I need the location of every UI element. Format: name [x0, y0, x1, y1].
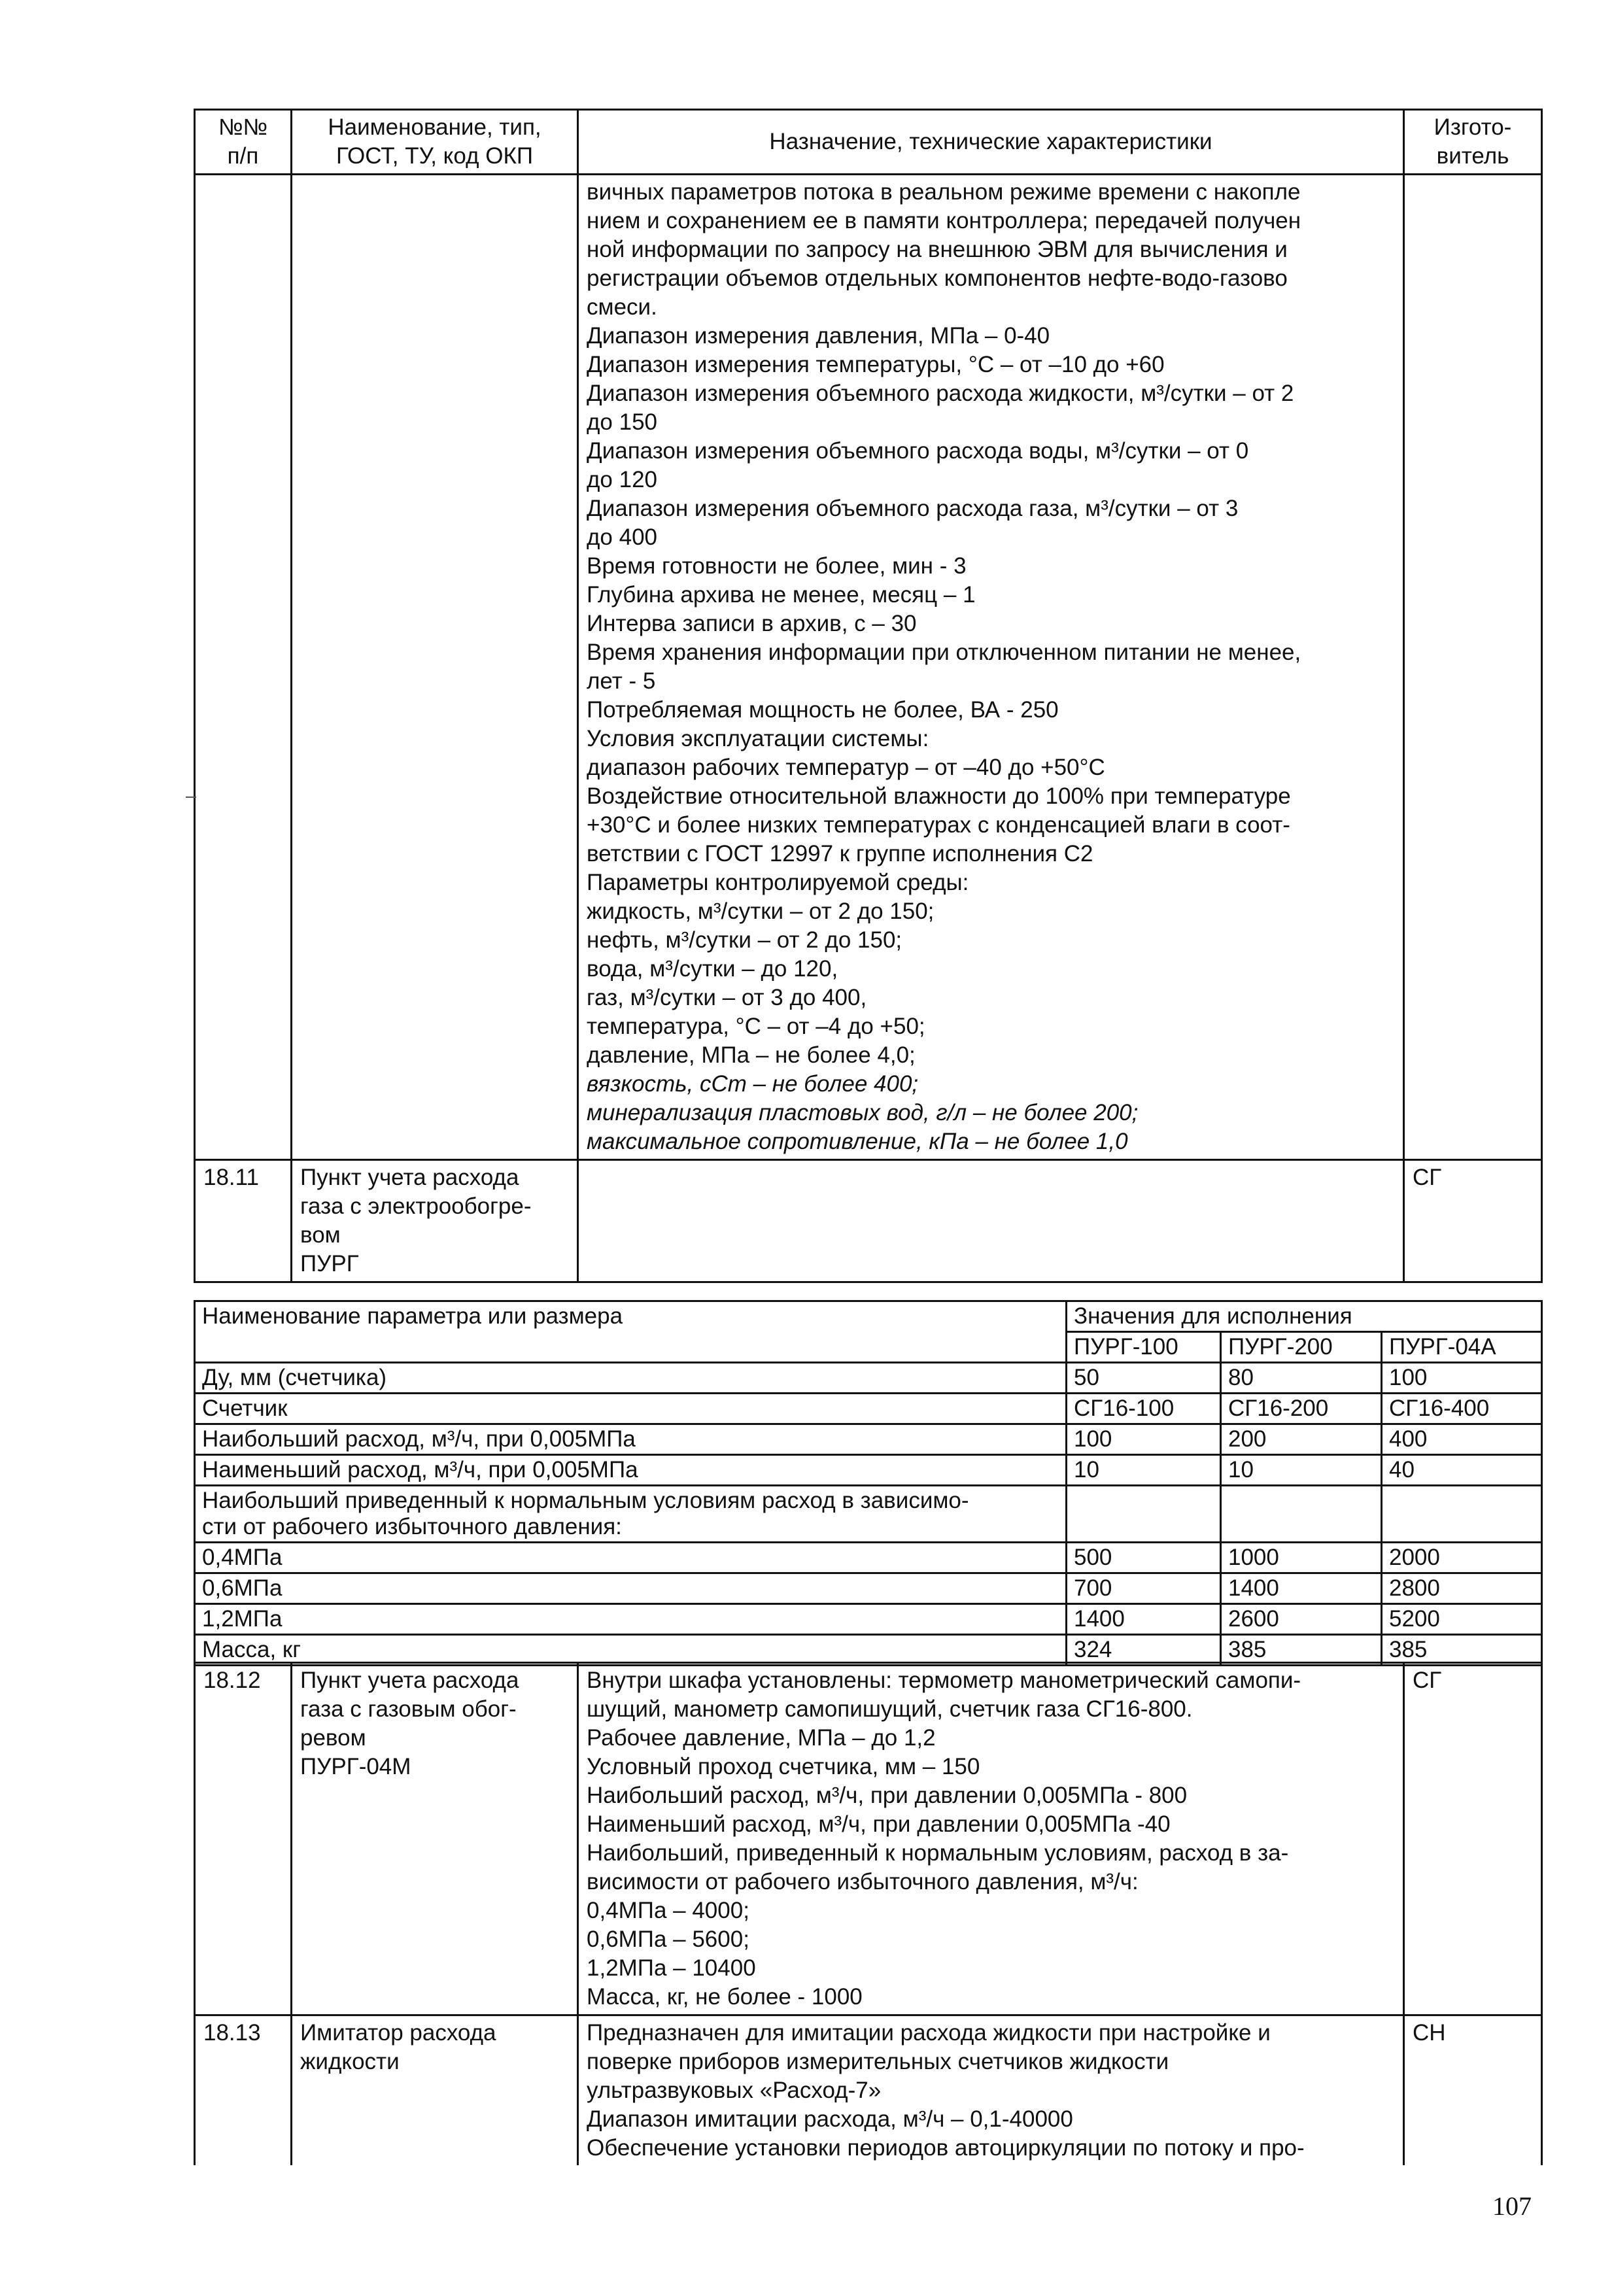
- continuation-maker-cell: [1404, 175, 1542, 1160]
- description-line: Условный проход счетчика, мм – 150: [587, 1754, 980, 1779]
- row-18-12: [195, 1663, 1542, 2015]
- spec-value: 80: [1221, 1363, 1382, 1394]
- continuation-row: [195, 175, 1542, 1160]
- description-line: Наибольший, приведенный к нормальным условиям, расход в за-: [587, 1840, 1289, 1866]
- description-line: газ, м³/сутки – от 3 до 400,: [587, 985, 867, 1010]
- spec-label: Наименьший расход, м³/ч, при 0,005МПа: [195, 1455, 1067, 1486]
- spec-value: 10: [1067, 1455, 1221, 1486]
- spec-header-row: [195, 1301, 1542, 1332]
- spec-row: [195, 1635, 1542, 1666]
- description-line: давление, МПа – не более 4,0;: [587, 1042, 916, 1068]
- spec-label: 0,6МПа: [195, 1573, 1067, 1604]
- description-line: 0,6МПа – 5600;: [587, 1927, 749, 1952]
- variant-header: ПУРГ-100: [1067, 1332, 1221, 1363]
- description-line: Время готовности не более, мин - 3: [587, 553, 967, 579]
- spec-value: 5200: [1382, 1604, 1542, 1635]
- description-line: лет - 5: [587, 668, 656, 694]
- continuation-name-cell: [292, 175, 578, 1160]
- description-line: ной информации по запросу на внешнюю ЭВМ для вычисления и: [587, 237, 1288, 262]
- description-line: вичных параметров потока в реальном режиме времени с накопле: [587, 179, 1301, 205]
- description-line: Диапазон измерения давления, МПа – 0-40: [587, 323, 1050, 349]
- description-line: Воздействие относительной влажности до 100% при температуре: [587, 783, 1291, 809]
- header-name: Наименование, тип, ГОСТ, ТУ, код ОКП: [292, 110, 578, 175]
- spec-value: СГ16-100: [1067, 1394, 1221, 1424]
- description-line: температура, °С – от –4 до +50;: [587, 1014, 925, 1039]
- header-num: №№ п/п: [195, 110, 292, 175]
- spec-values-header: Значения для исполнения: [1067, 1301, 1542, 1332]
- description-line: Интерва записи в архив, с – 30: [587, 611, 917, 636]
- header-maker: Изгото- витель: [1404, 110, 1542, 175]
- description-line: Глубина архива не менее, месяц – 1: [587, 582, 976, 608]
- spec-label: 0,4МПа: [195, 1543, 1067, 1573]
- spec-row: [195, 1573, 1542, 1604]
- description-line: минерализация пластовых вод, г/л – не более 200;: [587, 1100, 1139, 1125]
- spec-label: Наибольший расход, м³/ч, при 0,005МПа: [195, 1424, 1067, 1455]
- description-line: ветствии с ГОСТ 12997 к группе исполнения С2: [587, 841, 1093, 866]
- item-maker: СН: [1404, 2015, 1542, 2166]
- description-line: до 400: [587, 524, 658, 550]
- spec-value-empty: [1382, 1486, 1542, 1543]
- spec-row: [195, 1424, 1542, 1455]
- spec-value-empty: [1067, 1486, 1221, 1543]
- spec-value: 10: [1221, 1455, 1382, 1486]
- item-name: Пункт учета расхода газа с газовым обог- ревом ПУРГ-04М: [292, 1663, 578, 2015]
- spec-value: 2600: [1221, 1604, 1382, 1635]
- variant-header: ПУРГ-04А: [1382, 1332, 1542, 1363]
- item-description-empty: [578, 1160, 1404, 1282]
- page-number: 107: [1492, 2191, 1532, 2221]
- description-line: Рабочее давление, МПа – до 1,2: [587, 1725, 936, 1751]
- description-line: Диапазон измерения объемного расхода газа, м³/сутки – от 3: [587, 496, 1239, 521]
- spec-value: 200: [1221, 1424, 1382, 1455]
- description-line: Потребляемая мощность не более, ВА - 250: [587, 697, 1059, 723]
- variant-spec-table: [194, 1300, 1543, 1666]
- description-line: нефть, м³/сутки – от 2 до 150;: [587, 927, 902, 953]
- item-description: [578, 2015, 1404, 2166]
- description-line: +30°С и более низких температурах с конденсацией влаги в соот-: [587, 812, 1290, 838]
- description-line: Диапазон измерения объемного расхода воды, м³/сутки – от 0: [587, 438, 1249, 464]
- description-line: жидкость, м³/сутки – от 2 до 150;: [587, 899, 935, 924]
- spec-param-header: Наименование параметра или размера: [195, 1301, 1067, 1363]
- main-table: [194, 109, 1543, 1283]
- continuation-description: [578, 175, 1404, 1160]
- spec-value: 500: [1067, 1543, 1221, 1573]
- spec-value-empty: [1221, 1486, 1382, 1543]
- item-maker: СГ: [1404, 1663, 1542, 2015]
- row-number: 18.13: [195, 2015, 292, 2166]
- spec-row: [195, 1455, 1542, 1486]
- spec-label: Счетчик: [195, 1394, 1067, 1424]
- description-line: Условия эксплуатации системы:: [587, 726, 929, 751]
- spec-group-label: Наибольший приведенный к нормальным условиям расход в зависимо- сти от рабочего избыточного давления:: [195, 1486, 1067, 1543]
- continuation-num-cell: [195, 175, 292, 1160]
- description-line: Обеспечение установки периодов автоциркуляции по потоку и про-: [587, 2135, 1305, 2161]
- description-line: диапазон рабочих температур – от –40 до +50°С: [587, 755, 1105, 780]
- item-name: Пункт учета расхода газа с электрообогре- вом ПУРГ: [292, 1160, 578, 1282]
- spec-value: 385: [1382, 1635, 1542, 1666]
- description-line: Внутри шкафа установлены: термометр манометрический самопи-: [587, 1668, 1301, 1693]
- spec-value: 100: [1382, 1363, 1542, 1394]
- header-row: [195, 110, 1542, 175]
- description-line: шущий, манометр самопишущий, счетчик газа СГ16-800.: [587, 1696, 1193, 1722]
- description-line: Наименьший расход, м³/ч, при давлении 0,005МПа -40: [587, 1811, 1171, 1837]
- spec-value: 1400: [1221, 1573, 1382, 1604]
- spec-row: [195, 1543, 1542, 1573]
- lower-table: [194, 1662, 1543, 2165]
- description-line: поверке приборов измерительных счетчиков жидкости: [587, 2049, 1169, 2074]
- description-line: ультразвуковых «Расход-7»: [587, 2078, 882, 2103]
- spec-label: 1,2МПа: [195, 1604, 1067, 1635]
- row-18-11: [195, 1160, 1542, 1282]
- description-line: Диапазон измерения температуры, °С – от –10 до +60: [587, 352, 1165, 377]
- spec-label: Ду, мм (счетчика): [195, 1363, 1067, 1394]
- spec-row: [195, 1604, 1542, 1635]
- spec-value: 385: [1221, 1635, 1382, 1666]
- spec-row: [195, 1363, 1542, 1394]
- description-line: Масса, кг, не более - 1000: [587, 1984, 863, 2010]
- spec-label: Масса, кг: [195, 1635, 1067, 1666]
- row-18-13: [195, 2015, 1542, 2166]
- description-line: вязкость, сСт – не более 400;: [587, 1071, 919, 1097]
- description-line: до 120: [587, 467, 658, 492]
- spec-value: 2800: [1382, 1573, 1542, 1604]
- scan-mark: [186, 797, 196, 798]
- description-line: регистрации объемов отдельных компонентов нефте-водо-газово: [587, 266, 1288, 291]
- description-line: до 150: [587, 409, 658, 435]
- description-line: Диапазон имитации расхода, м³/ч – 0,1-40000: [587, 2106, 1073, 2132]
- description-line: нием и сохранением ее в памяти контроллера; передачей получен: [587, 208, 1301, 233]
- description-line: Параметры контролируемой среды:: [587, 870, 969, 895]
- spec-value: СГ16-200: [1221, 1394, 1382, 1424]
- spec-value: 2000: [1382, 1543, 1542, 1573]
- spec-value: 50: [1067, 1363, 1221, 1394]
- spec-value: 1400: [1067, 1604, 1221, 1635]
- row-number: 18.11: [195, 1160, 292, 1282]
- description-line: висимости от рабочего избыточного давления, м³/ч:: [587, 1869, 1139, 1894]
- spec-value: 1000: [1221, 1543, 1382, 1573]
- description-line: Наибольший расход, м³/ч, при давлении 0,005МПа - 800: [587, 1783, 1188, 1808]
- spec-value: 100: [1067, 1424, 1221, 1455]
- description-line: смеси.: [587, 294, 657, 320]
- spec-value: 700: [1067, 1573, 1221, 1604]
- spec-value: 324: [1067, 1635, 1221, 1666]
- variant-header: ПУРГ-200: [1221, 1332, 1382, 1363]
- description-line: Предназначен для имитации расхода жидкости при настройке и: [587, 2020, 1271, 2046]
- item-maker: СГ: [1404, 1160, 1542, 1282]
- header-purpose: Назначение, технические характеристики: [578, 110, 1404, 175]
- description-line: 1,2МПа – 10400: [587, 1955, 756, 1981]
- spec-value: 40: [1382, 1455, 1542, 1486]
- description-line: Диапазон измерения объемного расхода жидкости, м³/сутки – от 2: [587, 381, 1294, 406]
- row-number: 18.12: [195, 1663, 292, 2015]
- description-line: Время хранения информации при отключенном питании не менее,: [587, 640, 1301, 665]
- spec-group-row: [195, 1486, 1542, 1543]
- description-line: 0,4МПа – 4000;: [587, 1898, 749, 1923]
- description-line: вода, м³/сутки – до 120,: [587, 956, 838, 982]
- item-description: [578, 1663, 1404, 2015]
- spec-row: [195, 1394, 1542, 1424]
- spec-value: 400: [1382, 1424, 1542, 1455]
- description-line: максимальное сопротивление, кПа – не более 1,0: [587, 1129, 1128, 1154]
- spec-value: СГ16-400: [1382, 1394, 1542, 1424]
- item-name: Имитатор расхода жидкости: [292, 2015, 578, 2166]
